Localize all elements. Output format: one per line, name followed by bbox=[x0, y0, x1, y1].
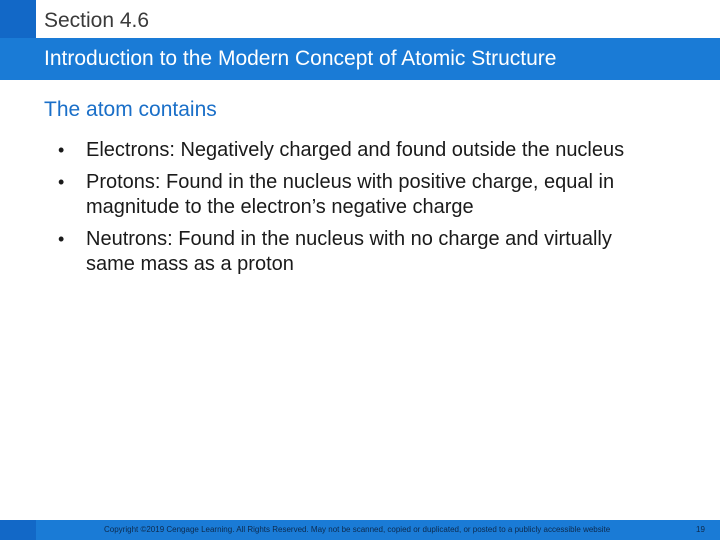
bullet-marker: • bbox=[58, 229, 65, 249]
header-accent-block bbox=[0, 0, 36, 38]
footer-accent-block bbox=[0, 520, 36, 540]
bullet-text: Protons: Found in the nucleus with positive charge, equal in magnitude to the electron’s negative charge bbox=[86, 171, 615, 218]
copyright-notice: Copyright ©2019 Cengage Learning. All Rights Reserved. May not be scanned, copied or duplicated, or posted to a publicly accessible website bbox=[104, 525, 611, 534]
bullet-item-protons bbox=[44, 170, 664, 220]
bullet-text: Electrons: Negatively charged and found outside the nucleus bbox=[86, 139, 625, 161]
body-heading: The atom contains bbox=[44, 98, 217, 121]
slide-title: Introduction to the Modern Concept of Atomic Structure bbox=[44, 47, 557, 70]
bullet-item-electrons bbox=[44, 138, 664, 163]
bullet-marker: • bbox=[58, 172, 65, 192]
bullet-marker: • bbox=[58, 140, 65, 160]
bullet-item-neutrons bbox=[44, 227, 664, 277]
bullet-list bbox=[44, 138, 664, 284]
section-label: Section 4.6 bbox=[44, 9, 150, 32]
bullet-text: Neutrons: Found in the nucleus with no charge and virtually same mass as a proton bbox=[86, 228, 612, 275]
page-number: 19 bbox=[696, 525, 705, 534]
